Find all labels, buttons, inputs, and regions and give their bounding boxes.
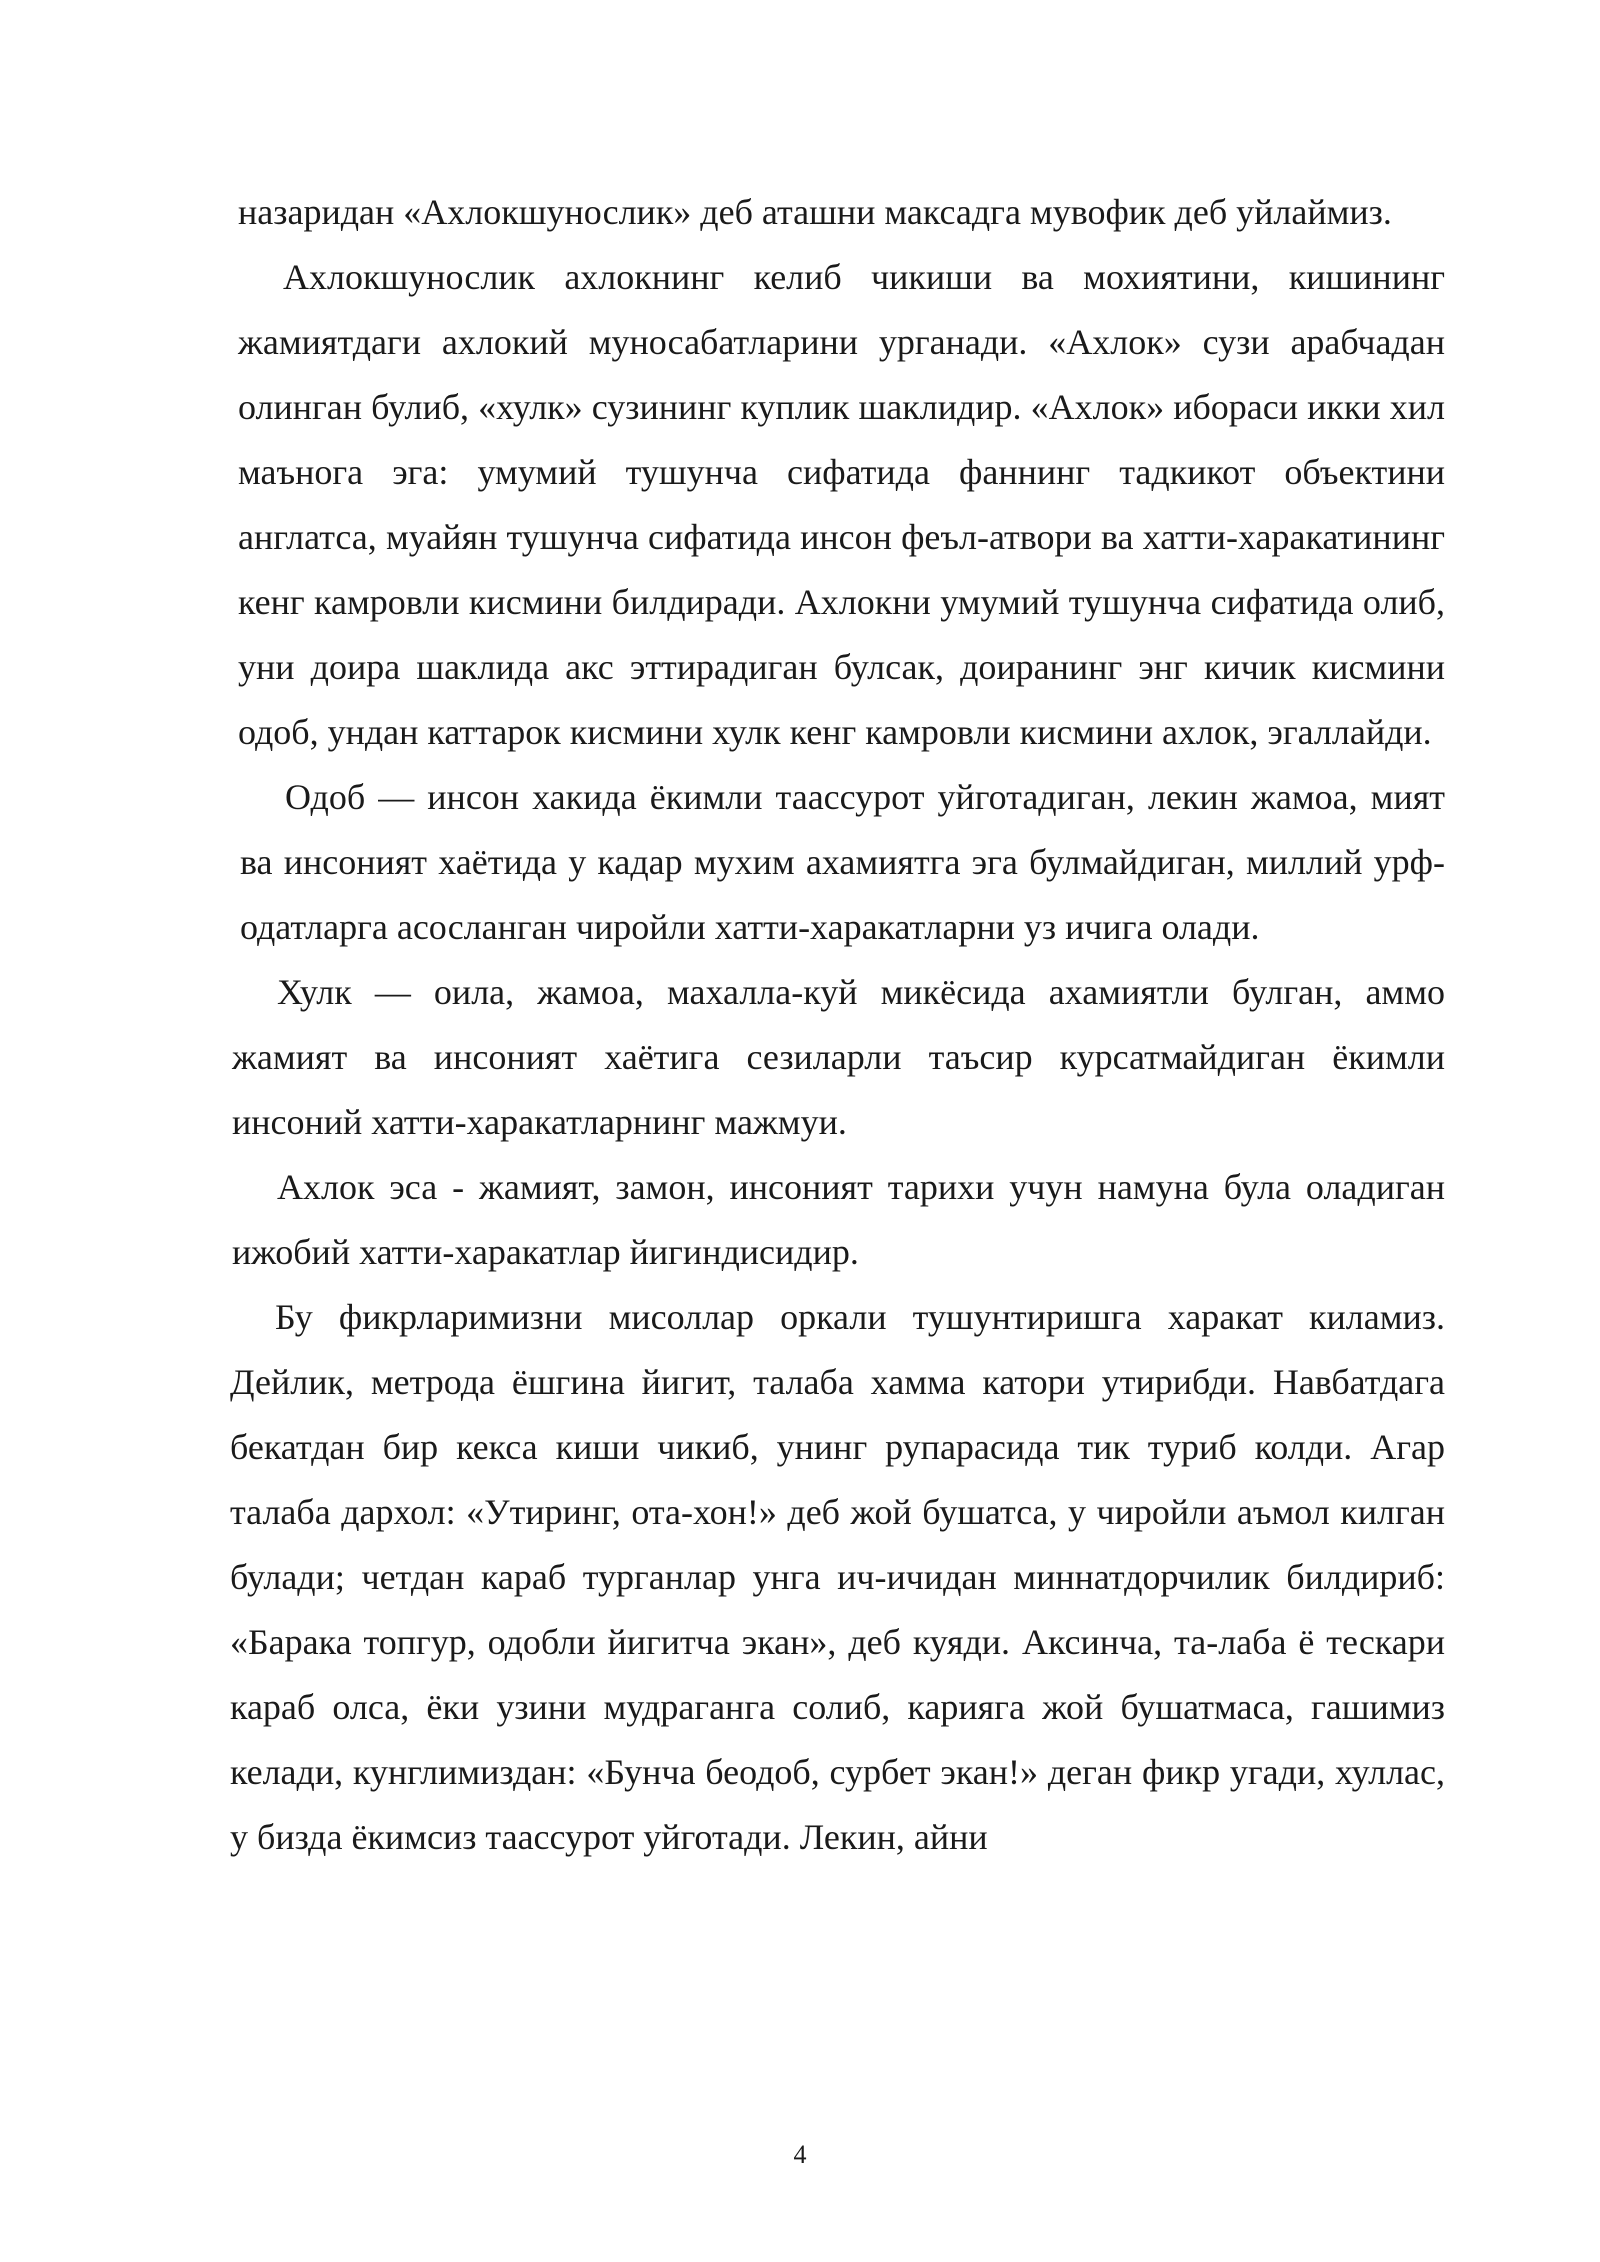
paragraph-4: Хулк — оила, жамоа, махалла-куй микёсида ахамиятли булган, аммо жамият ва инсоният хаётига сезиларли таъсир курсатмайдиган ёкимли инсоний хатти-харакатларнинг мажмуи.: [232, 972, 1445, 1142]
paragraph-5: Ахлок эса - жамият, замон, инсоният тарихи учун намуна була оладиган ижобий хатти-харакатлар йигиндисидир.: [232, 1167, 1445, 1272]
body-text: [230, 180, 1445, 1870]
paragraph-2: Ахлокшунослик ахлокнинг келиб чикиши ва мохиятини, кишининг жамиятдаги ахлокий муносабатларини урганади. «Ахлок» сузи арабчадан олинган булиб, «хулк» сузининг куплик шаклидир. «Ахлок» ибораси икки хил маънога эга: умумий тушунча сифатида фаннинг тадкикот объектини англатса, муайян тушунча сифатида инсон феъл-атвори ва хатти-харакатининг кенг камровли кисмини билдиради. Ахлокни умумий тушунча сифатида олиб, уни доира шаклида акс эттирадиган булсак, доиранинг энг кичик кисмини одоб, ундан каттарок кисмини хулк кенг камровли кисмини ахлок, эгаллайди.: [238, 257, 1445, 752]
paragraph-1: назаридан «Ахлокшунослик» деб аташни максадга мувофик деб уйлаймиз.: [238, 192, 1392, 232]
paragraph-3: Одоб — инсон хакида ёкимли таассурот уйготадиган, лекин жамоа, мият ва инсоният хаётида у кадар мухим ахамиятга эга булмайдиган, миллий урф-одатларга асосланган чиройли хатти-харакатларни уз ичига олади.: [240, 777, 1445, 947]
page-number: 4: [793, 2140, 807, 2169]
paragraph-6: Бу фикрларимизни мисоллар оркали тушунтиришга харакат киламиз. Дейлик, метрода ёшгина йигит, талаба хамма катори утирибди. Навбатдага бекатдан бир кекса киши чикиб, унинг рупарасида тик туриб колди. Агар талаба дархол: «Утиринг, ота-хон!» деб жой бушатса, у чиройли аъмол килган булади; четдан караб турганлар унга ич-ичидан миннатдорчилик билдириб: «Барака топгур, одобли йигитча экан», деб куяди. Аксинча, та-лаба ё тескари караб олса, ёки узини мудраганга солиб, карияга жой бушатмаса, гашимиз келади, кунглимиздан: «Бунча беодоб, сурбет экан!» деган фикр угади, хуллас, у бизда ёкимсиз таассурот уйготади. Лекин, айни: [230, 1297, 1445, 1857]
